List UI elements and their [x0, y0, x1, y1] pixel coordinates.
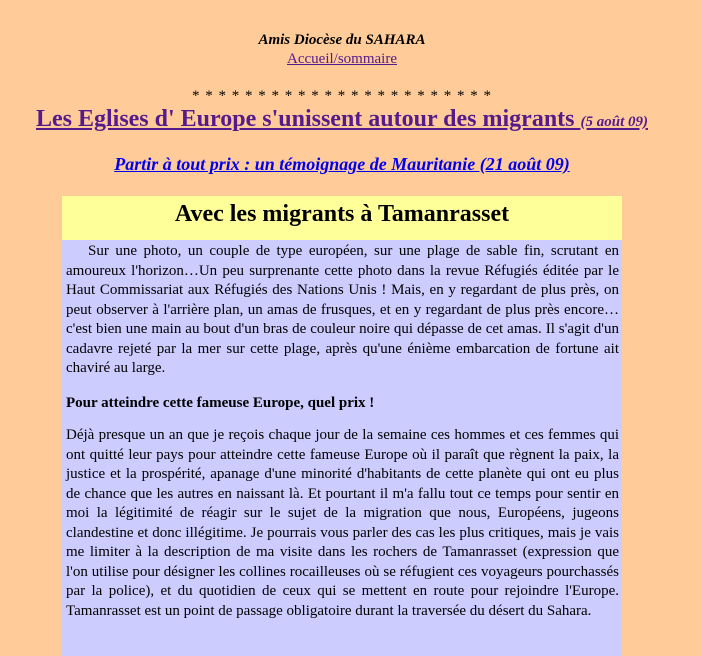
headline-link[interactable]	[36, 106, 648, 132]
article-body	[62, 240, 622, 656]
article-title: Avec les migrants à Tamanrasset	[62, 196, 622, 240]
separator-stars: * * * * * * * * * * * * * * * * * * * * * * *	[192, 88, 492, 104]
headline	[0, 106, 684, 133]
headline-title: Les Eglises d' Europe s'unissent autour des migrants	[35, 106, 575, 132]
subheadline	[0, 154, 684, 175]
article-section-title: Pour atteindre cette fameuse Europe, quel prix !	[66, 394, 375, 411]
headline-date: (5 août 09)	[580, 114, 649, 130]
article-paragraph-2: Déjà presque un an que je reçois chaque jour de la semaine ces hommes et ces femmes qui ont quitté leur pays pour atteindre cette fameuse Europe où il paraît que règnent la paix, la justice et la prospérité, apanage d'une minorité d'habitants de cette planète qui ont eu plus de chance que les autres en naissant là. Et pourtant il m'a fallu tout ce temps pour sentir en moi la légitimité de réagir sur le sujet de la migration que nous, Européens, jugeons clandestine et donc illégitime. Je pourrais vous parler des cas les plus critiques, mais je vais me limiter à la description de ma visite dans les rochers de Tamanrasset (expression que l'on utilise pour désigner les collines rocailleuses où se réfugient ces voyageurs pourchassés par la police), et du quotidien de ceux qui se mettent en route pour rejoindre l'Europe. Tamanrasset est un point de passage obligatoire durant la traversée du désert du Sahara.	[66, 427, 619, 619]
site-name: Amis Diocèse du SAHARA	[258, 32, 426, 48]
home-link-container	[0, 51, 684, 68]
article-paragraph-1: Sur une photo, un couple de type européen, sur une plage de sable fin, scrutant en amoureux l'horizon…Un peu surprenante cette photo dans la revue Réfugiés éditée par le Haut Commissariat aux Réfugiés des Nations Unis ! Mais, en y regardant de plus près, on peut observer à l'arrière plan, un amas de frusques, et en y regardant de plus près encore… c'est bien une main au bout d'un bras de couleur noire qui dépasse de cet amas. Il s'agit d'un cadavre rejeté par la mer sur cette plage, après qu'une énième embarcation de fortune ait chaviré au large.	[66, 243, 619, 376]
subheadline-link[interactable]: Partir à tout prix : un témoignage de Mauritanie (21 août 09)	[114, 154, 570, 174]
home-link[interactable]: Accueil/sommaire	[287, 51, 397, 67]
